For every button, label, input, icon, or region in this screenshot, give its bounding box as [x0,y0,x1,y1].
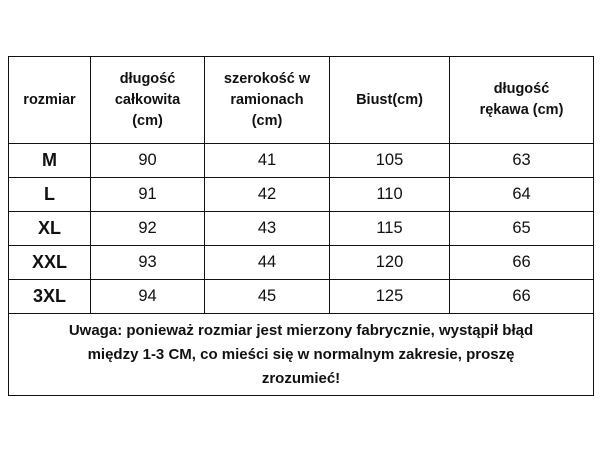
bust-cell: 110 [330,178,450,212]
total-length-cell: 90 [91,144,205,178]
sleeve-length-cell: 66 [450,246,594,280]
bust-cell: 105 [330,144,450,178]
sleeve-length-cell: 65 [450,212,594,246]
header-sleeve-length [450,57,594,144]
size-cell: 3XL [9,280,91,314]
bust-cell: 120 [330,246,450,280]
total-length-cell: 93 [91,246,205,280]
bust-cell: 115 [330,212,450,246]
table-row [9,246,594,280]
note-line-2: między 1-3 CM, co mieści się w normalnym zakresie, proszę [87,345,515,363]
table-row [9,144,594,178]
bust-cell: 125 [330,280,450,314]
size-cell: XL [9,212,91,246]
header-size [9,57,91,144]
shoulder-width-cell: 42 [205,178,330,212]
table-row [9,280,594,314]
header-total-length [91,57,205,144]
size-cell: L [9,178,91,212]
total-length-cell: 91 [91,178,205,212]
header-bust [330,57,450,144]
header-bust-label: Biust(cm) [356,91,423,108]
header-sleeve-length-line-2: rękawa (cm) [479,102,564,118]
header-size-label: rozmiar [23,91,76,108]
header-total-length-line-3: (cm) [132,112,163,129]
sleeve-length-cell: 63 [450,144,594,178]
shoulder-width-cell: 41 [205,144,330,178]
sleeve-length-cell: 64 [450,178,594,212]
header-shoulder-width-line-1: szerokość w [223,70,311,87]
size-chart-table [8,56,594,396]
shoulder-width-cell: 45 [205,280,330,314]
sleeve-length-cell: 66 [450,280,594,314]
shoulder-width-cell: 44 [205,246,330,280]
note-line-1: Uwaga: ponieważ rozmiar jest mierzony fabrycznie, wystąpił błąd [68,321,534,339]
header-shoulder-width-line-3: (cm) [251,112,283,129]
header-total-length-line-2: całkowita [114,91,181,108]
header-shoulder-width [205,57,330,144]
measurement-note [9,314,594,396]
size-cell: M [9,144,91,178]
note-row [9,314,594,396]
shoulder-width-cell: 43 [205,212,330,246]
table-row [9,212,594,246]
table-row [9,178,594,212]
total-length-cell: 92 [91,212,205,246]
total-length-cell: 94 [91,280,205,314]
header-sleeve-length-line-1: długość [493,81,550,97]
header-shoulder-width-line-2: ramionach [230,91,304,108]
header-total-length-line-1: długość [119,70,176,87]
note-line-3: zrozumieć! [261,369,341,387]
header-row [9,57,594,144]
size-cell: XXL [9,246,91,280]
